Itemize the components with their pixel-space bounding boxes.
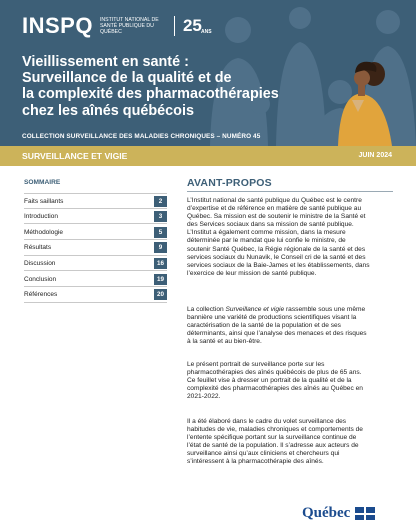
title-line: la complexité des pharmacothérapies (22, 86, 279, 103)
toc-item-methodologie[interactable] (24, 224, 167, 240)
anniversary-badge (182, 16, 212, 36)
toc-item-resultats[interactable] (24, 240, 167, 256)
collection-label: COLLECTION SURVEILLANCE DES MALADIES CHRONIQUES – NUMÉRO 45 (22, 133, 261, 140)
text-line: complexité des pharmacothérapies des aînés au Québec en (187, 385, 363, 393)
text-line: 2021-2022. (187, 393, 221, 401)
title-line: chez les aînés québécois (22, 102, 194, 119)
text-line: L’Institut a également comme mission, dans la mesure (187, 229, 346, 237)
foreword-heading: AVANT-PROPOS (187, 177, 272, 189)
toc-item-conclusion[interactable] (24, 271, 167, 287)
toc-page-number: 3 (154, 211, 167, 222)
toc-item-discussion[interactable] (24, 256, 167, 272)
table-of-contents (24, 193, 167, 303)
text-line: s’intéressent à la pharmacothérapie des aînés. (187, 458, 324, 466)
text-line: services sociaux de la Baie-James et les établissements, dans (187, 261, 370, 269)
toc-item-introduction[interactable] (24, 209, 167, 225)
text-line: Le présent portrait de surveillance porte sur les (187, 361, 325, 368)
inspq-logo[interactable] (22, 13, 212, 39)
logo-text: INSPQ (22, 13, 93, 38)
quebec-flag-icon (355, 507, 375, 520)
publication-date: JUIN 2024 (358, 152, 392, 159)
text-line: d’expertise et de référence en matière de santé publique au (187, 205, 362, 213)
text-line: Il a été élaboré dans le cadre du volet surveillance des (187, 418, 347, 425)
quebec-wordmark: Québec (302, 505, 351, 521)
toc-item-references[interactable] (24, 287, 167, 303)
text-line: Ce feuillet vise à dresser un portrait de la qualité et de la (187, 377, 352, 385)
toc-item-label: Méthodologie (24, 228, 64, 236)
toc-item-label: Introduction (24, 213, 58, 221)
text-line: pharmacothérapies des aînés québécois de plus de 65 ans. (187, 369, 362, 377)
text-line: à la santé et au bien-être. (187, 338, 262, 346)
text-line: l’état de santé de la population. Il s’adresse aux acteurs de (187, 442, 359, 450)
toc-heading: SOMMAIRE (24, 179, 61, 186)
text-line: soutenir Santé Québec, la Régie régionale de la santé et des (187, 245, 366, 253)
title-line: Surveillance de la qualité et de (22, 70, 232, 87)
foreword-paragraph-2 (187, 306, 397, 346)
quebec-logo[interactable] (302, 505, 375, 522)
toc-page-number: 19 (154, 274, 167, 285)
text-line: L’Institut national de santé publique du Québec est le centre (187, 197, 362, 204)
text-segment: rassemble sous une même (284, 306, 366, 313)
category-label: SURVEILLANCE ET VIGIE (22, 151, 128, 161)
foreword-paragraph-3 (187, 361, 397, 401)
header-banner (0, 0, 416, 146)
toc-page-number: 2 (154, 196, 167, 207)
toc-item-label: Résultats (24, 244, 52, 252)
toc-item-label: Conclusion (24, 275, 57, 283)
category-band (0, 146, 416, 166)
toc-item-faits-saillants[interactable] (24, 193, 167, 209)
anniversary-unit: ANS (200, 29, 212, 35)
text-line: déterminée par le mandat que lui confie le ministre, de (187, 237, 346, 245)
text-line: services sociaux du Nunavik, le Conseil cri de la santé et des (187, 253, 366, 261)
heading-divider (187, 191, 393, 192)
text-segment: La collection (187, 306, 226, 313)
toc-page-number: 9 (154, 242, 167, 253)
text-line: l’entente spécifique portant sur la surveillance continue de (187, 434, 357, 442)
text-line: l’exercice de leur mission de santé publique. (187, 269, 317, 277)
document-title (22, 54, 322, 119)
text-line: surveillance ainsi qu’aux cliniciens et chercheurs qui (187, 450, 340, 458)
collection-name: Surveillance et vigie (225, 306, 285, 313)
toc-item-label: Références (24, 291, 58, 299)
text-line: caractérisation de la santé de la population et de ses (187, 322, 341, 330)
text-line: habitudes de vie, maladies chroniques et comportements de (187, 426, 363, 434)
toc-item-label: Faits saillants (24, 197, 64, 205)
text-line: des Services sociaux dans sa mission de santé publique. (187, 221, 354, 229)
toc-page-number: 16 (154, 258, 167, 269)
text-line: déterminants, ainsi que l’analyse des menaces et des risques (187, 330, 367, 338)
toc-item-label: Discussion (24, 260, 56, 268)
foreword-paragraph-4 (187, 418, 397, 467)
text-line: Québec. Sa mission est de soutenir le ministre de la Santé et (187, 213, 366, 221)
toc-page-number: 5 (154, 227, 167, 238)
toc-page-number: 20 (154, 289, 167, 300)
title-line: Vieillissement en santé : (22, 54, 189, 70)
logo-separator (174, 16, 175, 36)
logo-subtitle: INSTITUT NATIONAL DE SANTÉ PUBLIQUE DU QUÉBEC (99, 17, 159, 35)
anniversary-number: 25 (182, 16, 202, 35)
text-line: bannière une variété de productions scientifiques visant la (187, 314, 357, 322)
foreword-paragraph-1 (187, 197, 397, 278)
